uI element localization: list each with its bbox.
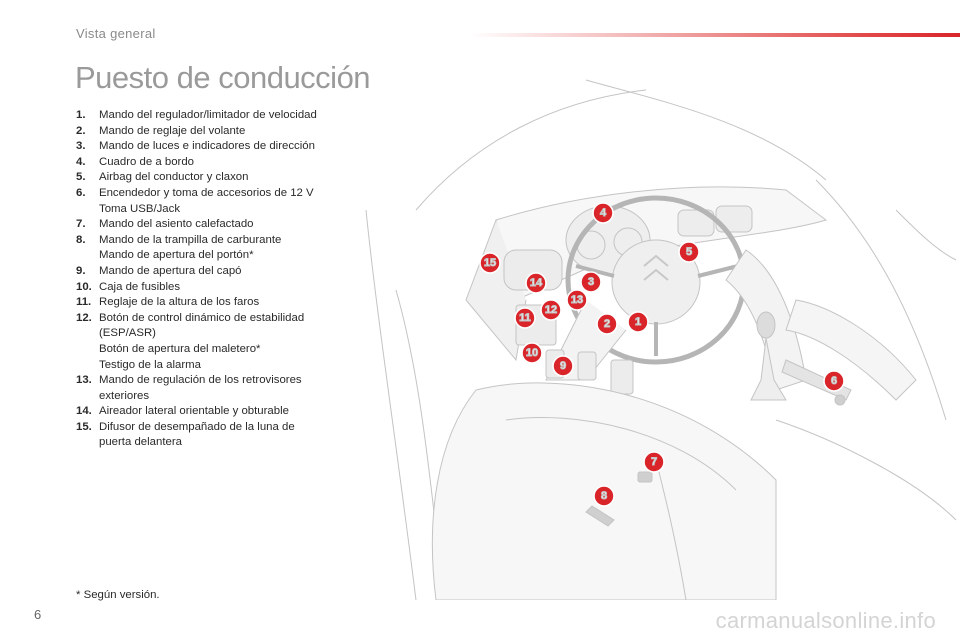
legend-item-line: (ESP/ASR) (99, 327, 156, 340)
legend-item-text (99, 217, 254, 233)
legend-item-number: 5. (76, 171, 86, 184)
callout-7 (644, 452, 664, 472)
callout-3 (581, 272, 601, 292)
page-title: Puesto de conducción (75, 60, 371, 95)
callout-2 (597, 314, 617, 334)
legend-item-number: 7. (76, 218, 86, 231)
legend-item-line: Mando de la trampilla de carburante (99, 233, 282, 246)
footnote: * Según versión. (76, 589, 160, 601)
svg-text:4: 4 (599, 207, 607, 219)
legend-item-text (99, 311, 304, 373)
callout-9 (553, 356, 573, 376)
legend-item-line: Mando de apertura del capó (99, 264, 242, 277)
roof-edge (416, 90, 646, 210)
legend-item-text (99, 233, 281, 264)
legend-item-number: 6. (76, 186, 86, 199)
legend-item (76, 186, 346, 217)
legend-item (76, 233, 346, 264)
svg-text:15: 15 (483, 257, 497, 269)
seat-heat-switch-graphic (638, 472, 652, 482)
legend-item-line: Testigo de la alarma (99, 358, 201, 371)
legend-item (76, 295, 346, 311)
page-number: 6 (34, 607, 42, 622)
legend-item-line: Encendedor y toma de accesorios de 12 V (99, 186, 314, 199)
section-label: Vista general (76, 26, 156, 41)
legend-item-number: 12. (76, 311, 92, 324)
legend-item (76, 108, 346, 124)
legend-item-line: Botón de apertura del maletero* (99, 342, 261, 355)
svg-text:2: 2 (603, 318, 611, 330)
legend-item-number: 1. (76, 109, 86, 121)
callout-15 (480, 253, 500, 273)
legend-item-number: 15. (76, 420, 92, 433)
legend-item-number: 11. (76, 296, 92, 309)
legend-item-text (99, 280, 180, 296)
svg-text:11: 11 (519, 312, 531, 324)
legend-list (76, 108, 346, 451)
legend-item (76, 155, 346, 171)
legend-item (76, 373, 346, 404)
legend-item-text (99, 170, 248, 186)
legend-item-line: Difusor de desempañado de la luna de (99, 420, 295, 433)
legend-item-line: Toma USB/Jack (99, 202, 181, 215)
legend-item-line: Caja de fusibles (99, 280, 181, 293)
legend-item (76, 264, 346, 280)
svg-text:8: 8 (600, 490, 608, 502)
legend-item-text (99, 404, 289, 420)
legend-item-line: Mando de apertura del portón* (99, 249, 254, 262)
callout-10 (522, 343, 542, 363)
cockpit-illustration (356, 60, 960, 600)
legend-item-line: Mando de regulación de los retrovisores (99, 374, 302, 387)
svg-text:14: 14 (529, 277, 543, 289)
legend-item (76, 280, 346, 296)
legend-item (76, 404, 346, 420)
callout-1 (628, 312, 648, 332)
legend-item-text (99, 420, 295, 451)
legend-item-text (99, 264, 241, 280)
svg-text:5: 5 (685, 246, 693, 258)
gear-knob-graphic (757, 312, 775, 338)
legend-item-number: 10. (76, 280, 92, 293)
legend-item-line: Cuadro de a bordo (99, 155, 194, 168)
callout-8 (594, 486, 614, 506)
legend-item (76, 124, 346, 140)
door-line (366, 210, 416, 600)
callout-14 (526, 273, 546, 293)
legend-item (76, 311, 346, 373)
legend-item (76, 170, 346, 186)
legend-item-line: Mando del regulador/limitador de velocidad (99, 109, 317, 121)
legend-item-text (99, 108, 317, 124)
legend-item-text (99, 295, 259, 311)
legend-item-text (99, 139, 315, 155)
legend-item-line: Reglaje de la altura de los faros (99, 296, 260, 309)
legend-item-number: 4. (76, 155, 86, 168)
legend-item-number: 9. (76, 264, 86, 277)
svg-text:3: 3 (587, 276, 595, 288)
svg-text:7: 7 (650, 456, 658, 468)
legend-item-number: 13. (76, 374, 92, 387)
svg-text:13: 13 (570, 294, 584, 306)
svg-text:6: 6 (830, 375, 838, 387)
svg-text:1: 1 (634, 316, 642, 328)
windscreen-edge (586, 80, 826, 180)
callout-6 (824, 371, 844, 391)
callout-5 (679, 242, 699, 262)
legend-item-text (99, 155, 194, 171)
legend-item-line: Aireador lateral orientable y obturable (99, 405, 289, 418)
legend-item-line: Botón de control dinámico de estabilidad (99, 311, 305, 324)
svg-text:9: 9 (559, 360, 567, 372)
legend-item-number: 3. (76, 140, 86, 153)
svg-text:10: 10 (525, 347, 539, 359)
legend-item-line: Airbag del conductor y claxon (99, 171, 249, 184)
callout-11 (515, 308, 535, 328)
legend-item-text (99, 186, 314, 217)
callout-4 (593, 203, 613, 223)
legend-item-number: 2. (76, 124, 86, 137)
legend-item-line: Mando del asiento calefactado (99, 218, 254, 231)
legend-item-line: Mando de reglaje del volante (99, 124, 246, 137)
callout-13 (567, 290, 587, 310)
legend-item-number: 8. (76, 233, 86, 246)
legend-item-line: Mando de luces e indicadores de dirección (99, 140, 315, 153)
socket-graphic (835, 395, 845, 405)
svg-text:12: 12 (544, 304, 558, 316)
legend-item (76, 139, 346, 155)
callout-12 (541, 300, 561, 320)
header-rule (470, 33, 960, 37)
legend-item (76, 217, 346, 233)
watermark: carmanualsonline.info (715, 608, 936, 633)
legend-item-number: 14. (76, 405, 92, 418)
legend-item-text (99, 373, 302, 404)
legend-item-text (99, 124, 245, 140)
legend-item-line: puerta delantera (99, 436, 182, 449)
legend-item-line: exteriores (99, 389, 150, 402)
legend-item (76, 420, 346, 451)
